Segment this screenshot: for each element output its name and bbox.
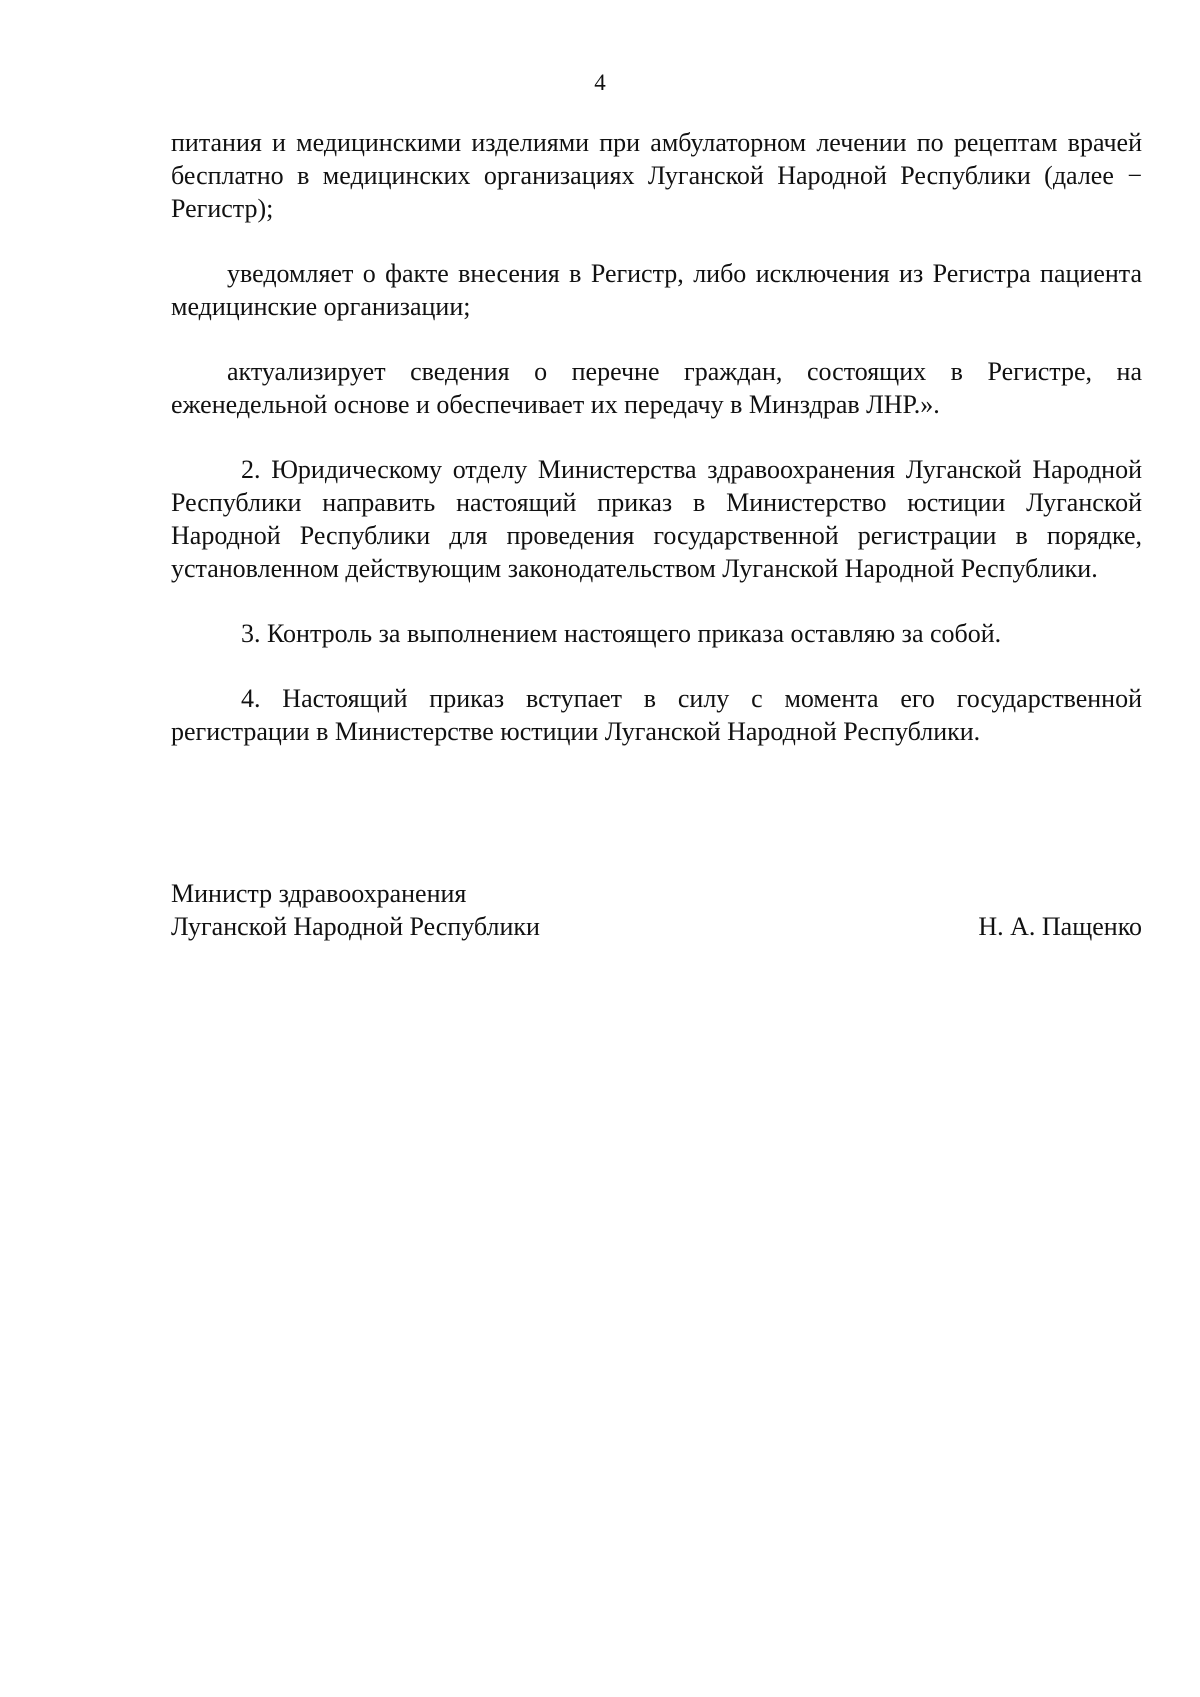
paragraph-continuation: питания и медицинскими изделиями при амбулаторном лечении по рецептам врачей бесплатно в медицинских организациях Луганской Народной Республики (далее − Регистр); [171, 128, 1142, 223]
paragraph-item-2: 2. Юридическому отделу Министерства здравоохранения Луганской Народной Республики направить настоящий приказ в Министерство юстиции Луганской Народной Республики для проведения государственной регистрации в порядке, установленном действующим законодательством Луганской Народной Республики. [171, 455, 1142, 583]
signatory-name: Н. А. Пащенко [978, 912, 1142, 941]
signatory-position-line2: Луганской Народной Республики [171, 912, 540, 941]
signature-block [171, 877, 1142, 943]
signature-row [171, 910, 1142, 943]
page-number: 4 [594, 70, 606, 95]
paragraph-notifies: уведомляет о факте внесения в Регистр, либо исключения из Регистра пациента медицинские организации; [171, 259, 1142, 321]
document-body [171, 126, 1142, 780]
paragraph-updates: актуализирует сведения о перечне граждан, состоящих в Регистре, на еженедельной основе и обеспечивает их передачу в Минздрав ЛНР.». [171, 357, 1142, 419]
signatory-position-line1: Министр здравоохранения [171, 879, 467, 908]
paragraph-item-4: 4. Настоящий приказ вступает в силу с момента его государственной регистрации в Министерстве юстиции Луганской Народной Республики. [171, 684, 1142, 746]
paragraph-item-3: 3. Контроль за выполнением настоящего приказа оставляю за собой. [241, 619, 1002, 648]
